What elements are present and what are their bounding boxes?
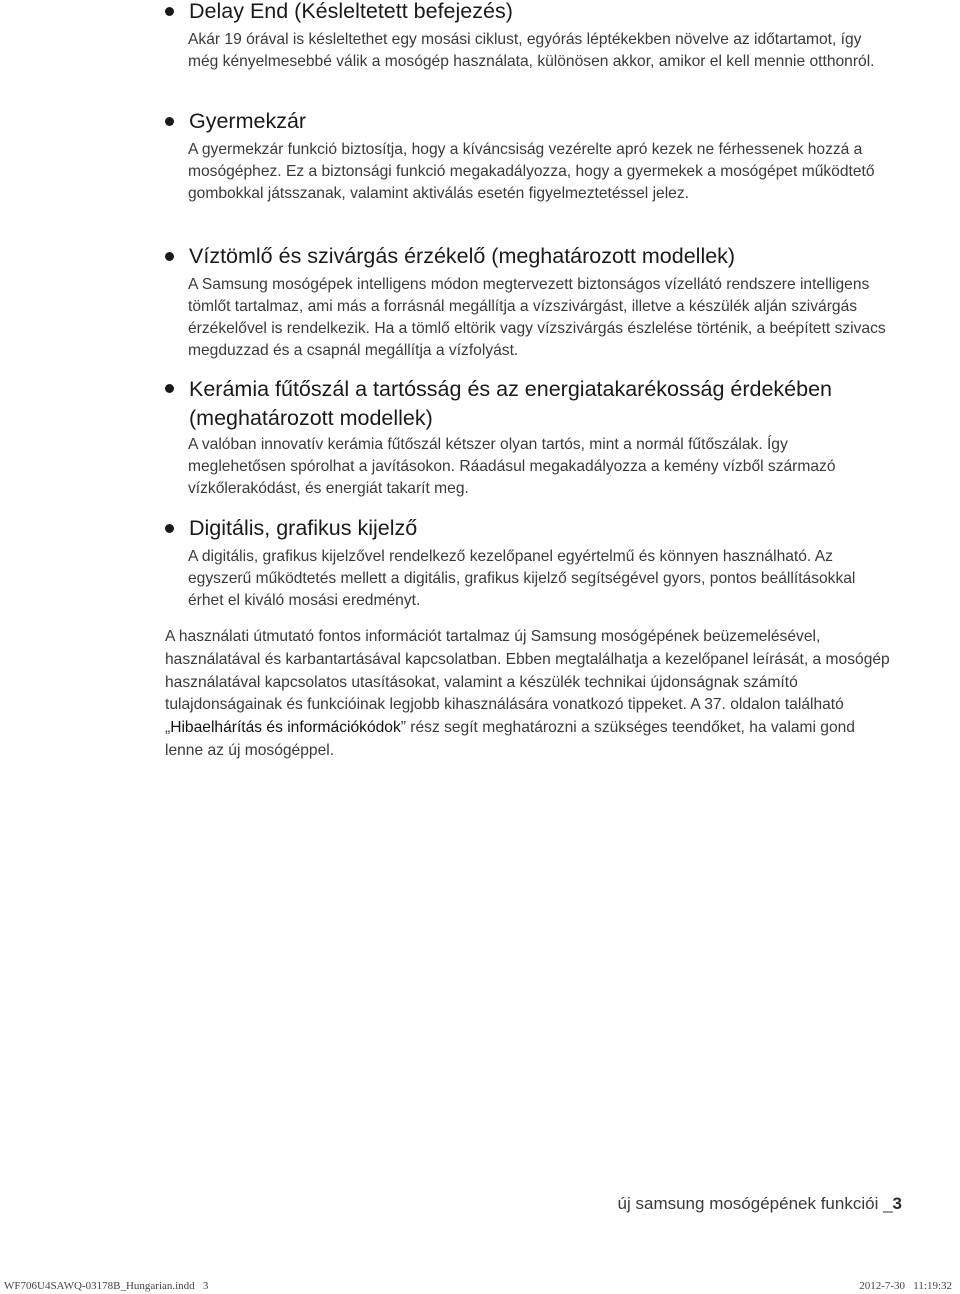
section-heading: Víztömlő és szivárgás érzékelő (meghatározott modellek) — [189, 244, 736, 268]
section-heading: Gyermekzár — [189, 109, 307, 133]
section-heading: Digitális, grafikus kijelző — [189, 516, 418, 540]
section-paragraph: A Samsung mosógépek intelligens módon megtervezett biztonságos vízellátó rendszere intelligens tömlőt tartalmaz, ami más a forrásnál megállítja a vízszivárgást, illetve a készülék alján szivárgás érzékelővel is rendelkezik. Ha a tömlő eltörik vagy vízszivárgás észlelése történik, a beépített szivacs megduzzad és a csapnál megállítja a vízfolyást. — [188, 276, 886, 359]
bullet-icon — [165, 252, 174, 261]
imprint-timestamp: 2012-7-30 11:19:32 — [859, 1280, 952, 1292]
troubleshooting-reference: Hibaelhárítás és információkódok — [170, 719, 401, 737]
bullet-icon — [165, 7, 174, 16]
manual-intro-paragraph — [165, 626, 895, 763]
bullet-icon — [165, 117, 174, 126]
bullet-icon — [165, 384, 174, 393]
page-footer — [618, 1194, 902, 1214]
intro-text-before: A használati útmutató fontos információt tartalmaz új Samsung mosógépének beüzemelésével, használatával és karbantartásával kapcsolatban. Ebben megtalálhatja a kezelőpanel leírását, a mosógép használatával kapcsolatos utasításokat, valamint a készülék technikai újdonságnak számító tulajdonságainak és funkcióinak legjobb kihasználására vonatkozó tippeket. A 37. oldalon található „ — [165, 628, 890, 737]
section-heading: Kerámia fűtőszál a tartósság és az energiatakarékosság érdekében (meghatározott modellek) — [189, 377, 832, 430]
section-paragraph: A digitális, grafikus kijelzővel rendelkező kezelőpanel egyértelmű és könnyen használható. Az egyszerű működtetés mellett a digitális, grafikus kijelző segítségével gyors, pontos beállításokkal érhet el kiváló mosási eredményt. — [188, 548, 856, 609]
intro-text-after: ” rész segít meghatározni a szükséges teendőket, ha valami gond lenne az új mosógéppel. — [165, 719, 855, 759]
footer-title: új samsung mosógépének funkciói _ — [617, 1194, 893, 1213]
section-paragraph: Akár 19 órával is késleltethet egy mosási ciklust, egyórás léptékekben növelve az időtartamot, így még kényelmesebbé válik a mosógép használata, különösen akkor, amikor el kell mennie otthonról. — [188, 31, 875, 70]
bullet-icon — [165, 524, 174, 533]
imprint-file-name: WF706U4SAWQ-03178B_Hungarian.indd 3 — [4, 1280, 209, 1292]
page-number: 3 — [892, 1194, 902, 1213]
section-heading: Delay End (Késleltetett befejezés) — [189, 0, 513, 23]
section-paragraph: A valóban innovatív kerámia fűtőszál kétszer olyan tartós, mint a normál fűtőszálak. Így meglehetősen spórolhat a javításokon. Ráadásul megakadályozza a kemény vízből származó vízkőlerakódást, és energiát takarít meg. — [188, 436, 836, 497]
section-paragraph: A gyermekzár funkció biztosítja, hogy a kíváncsiság vezérelte apró kezek ne férhessenek hozzá a mosógéphez. Ez a biztonsági funkció megakadályozza, hogy a gyermekek a mosógépet működtető gombokkal játsszanak, valamint aktiválás esetén figyelmeztetéssel jelez. — [188, 141, 875, 202]
